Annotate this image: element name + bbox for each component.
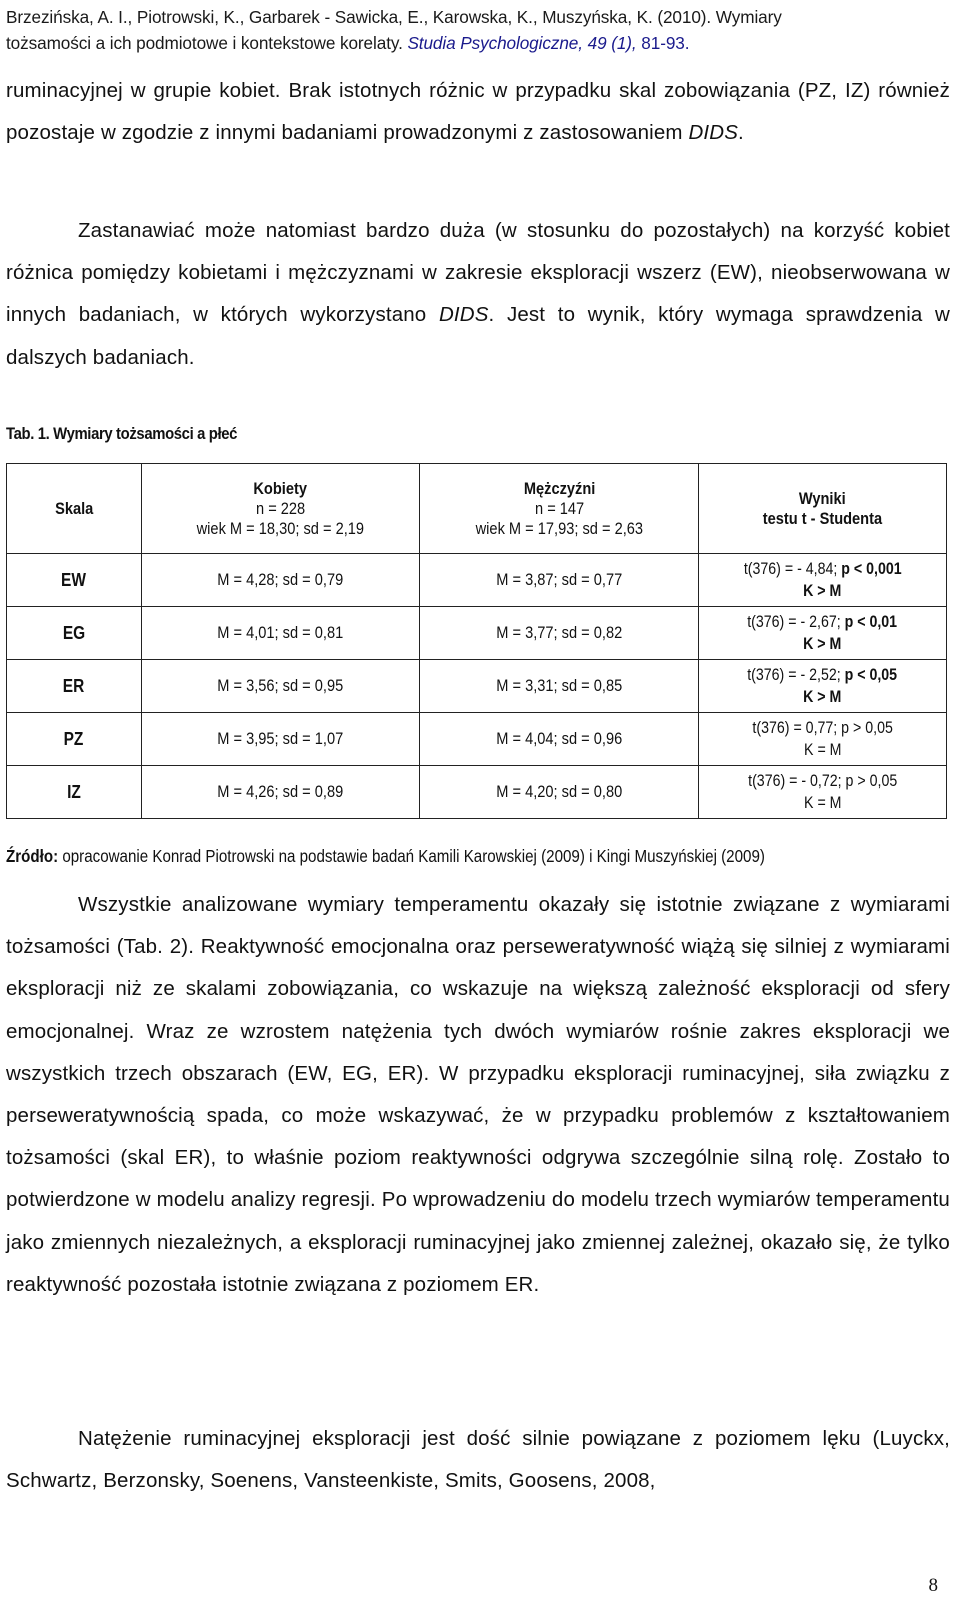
cell-kobiety: M = 3,56; sd = 0,95: [141, 660, 420, 713]
citation-title: tożsamości a ich podmiotowe i kontekstowe korelaty.: [6, 33, 408, 53]
cell-scale: IZ: [7, 766, 142, 819]
table-row: [7, 554, 947, 607]
table-caption: Tab. 1. Wymiary tożsamości a płeć: [6, 425, 238, 443]
results-table: [6, 463, 947, 819]
cell-scale: ER: [7, 660, 142, 713]
citation-line-1: Brzezińska, A. I., Piotrowski, K., Garbarek - Sawicka, E., Karowska, K., Muszyńska, K. (2010). Wymiary: [6, 7, 782, 27]
cell-scale: EG: [7, 607, 142, 660]
table-row: [7, 607, 947, 660]
cell-kobiety: M = 4,26; sd = 0,89: [141, 766, 420, 819]
table-row: [7, 766, 947, 819]
header-skala: Skala: [7, 464, 142, 554]
header-mezczyzni: Mężczyźni n = 147 wiek M = 17,93; sd = 2,63: [420, 464, 699, 554]
citation-line-2: [6, 30, 946, 56]
cell-mezczyzni: M = 3,77; sd = 0,82: [420, 607, 699, 660]
cell-mezczyzni: M = 3,31; sd = 0,85: [420, 660, 699, 713]
cell-mezczyzni: M = 3,87; sd = 0,77: [420, 554, 699, 607]
cell-t-test: t(376) = 0,77; p > 0,05 K = M: [698, 713, 946, 766]
header-kobiety: Kobiety n = 228 wiek M = 18,30; sd = 2,19: [141, 464, 420, 554]
cell-scale: EW: [7, 554, 142, 607]
paragraph-3: Wszystkie analizowane wymiary temperamentu okazały się istotnie związane z wymiarami tożsamości (Tab. 2). Reaktywność emocjonalna oraz perseweratywność wiążą się silniej z wymiarami eksploracji niż ze skalami zobowiązania, co wskazuje na większą zależność eksploracji od sfery emocjonalnej. Wraz ze wzrostem natężenia tych dwóch wymiarów rośnie zakres eksploracji we wszystkich trzech obszarach (EW, EG, ER). W przypadku eksploracji ruminacyjnej, siła związku z perseweratywnością spada, co może wskazywać, że w przypadku problemów z kształtowaniem tożsamości (skal ER), to właśnie poziom reaktywności odgrywa szczególnie silną rolę. Zostało to potwierdzone w modelu analizy regresji. Po wprowadzeniu do modelu trzech wymiarów temperamentu jako zmiennych niezależnych, a eksploracji ruminacyjnej jako zmiennej zależnej, okazało się, że tylko reaktywność pozostała istotnie związana z poziomem ER.: [6, 893, 950, 1296]
cell-mezczyzni: M = 4,20; sd = 0,80: [420, 766, 699, 819]
table-header-row: [7, 464, 947, 554]
paragraph-2: Zastanawiać może natomiast bardzo duża (w stosunku do pozostałych) na korzyść kobiet różnica pomiędzy kobietami i mężczyznami w zakresie eksploracji wszerz (EW), nieobserwowana w innych badaniach, w których wykorzystano DIDS. Jest to wynik, który wymaga sprawdzenia w dalszych badaniach.: [6, 219, 950, 369]
cell-mezczyzni: M = 4,04; sd = 0,96: [420, 713, 699, 766]
cell-t-test: t(376) = - 2,67; p < 0,01 K > M: [698, 607, 946, 660]
cell-kobiety: M = 4,28; sd = 0,79: [141, 554, 420, 607]
cell-t-test: t(376) = - 2,52; p < 0,05 K > M: [698, 660, 946, 713]
table-row: [7, 660, 947, 713]
table-row: [7, 713, 947, 766]
paragraph-1: ruminacyjnej w grupie kobiet. Brak istotnych różnic w przypadku skal zobowiązania (PZ, IZ) również pozostaje w zgodzie z innymi badaniami prowadzonymi z zastosowaniem DIDS.: [6, 79, 950, 145]
header-wyniki: Wyniki testu t - Studenta: [698, 464, 946, 554]
cell-t-test: t(376) = - 4,84; p < 0,001 K > M: [698, 554, 946, 607]
cell-t-test: t(376) = - 0,72; p > 0,05 K = M: [698, 766, 946, 819]
citation-header: [6, 4, 946, 56]
page-number: 8: [928, 1575, 938, 1596]
citation-journal: Studia Psychologiczne, 49 (1), 81-93.: [407, 33, 690, 53]
table-source: Źródło: opracowanie Konrad Piotrowski na podstawie badań Kamili Karowskiej (2009) i Kingi Muszyńskiej (2009): [6, 846, 765, 866]
cell-kobiety: M = 4,01; sd = 0,81: [141, 607, 420, 660]
cell-scale: PZ: [7, 713, 142, 766]
cell-kobiety: M = 3,95; sd = 1,07: [141, 713, 420, 766]
paragraph-4: Natężenie ruminacyjnej eksploracji jest dość silnie powiązane z poziomem lęku (Luyckx, Schwartz, Berzonsky, Soenens, Vansteenkiste, Smits, Goosens, 2008,: [6, 1427, 950, 1493]
